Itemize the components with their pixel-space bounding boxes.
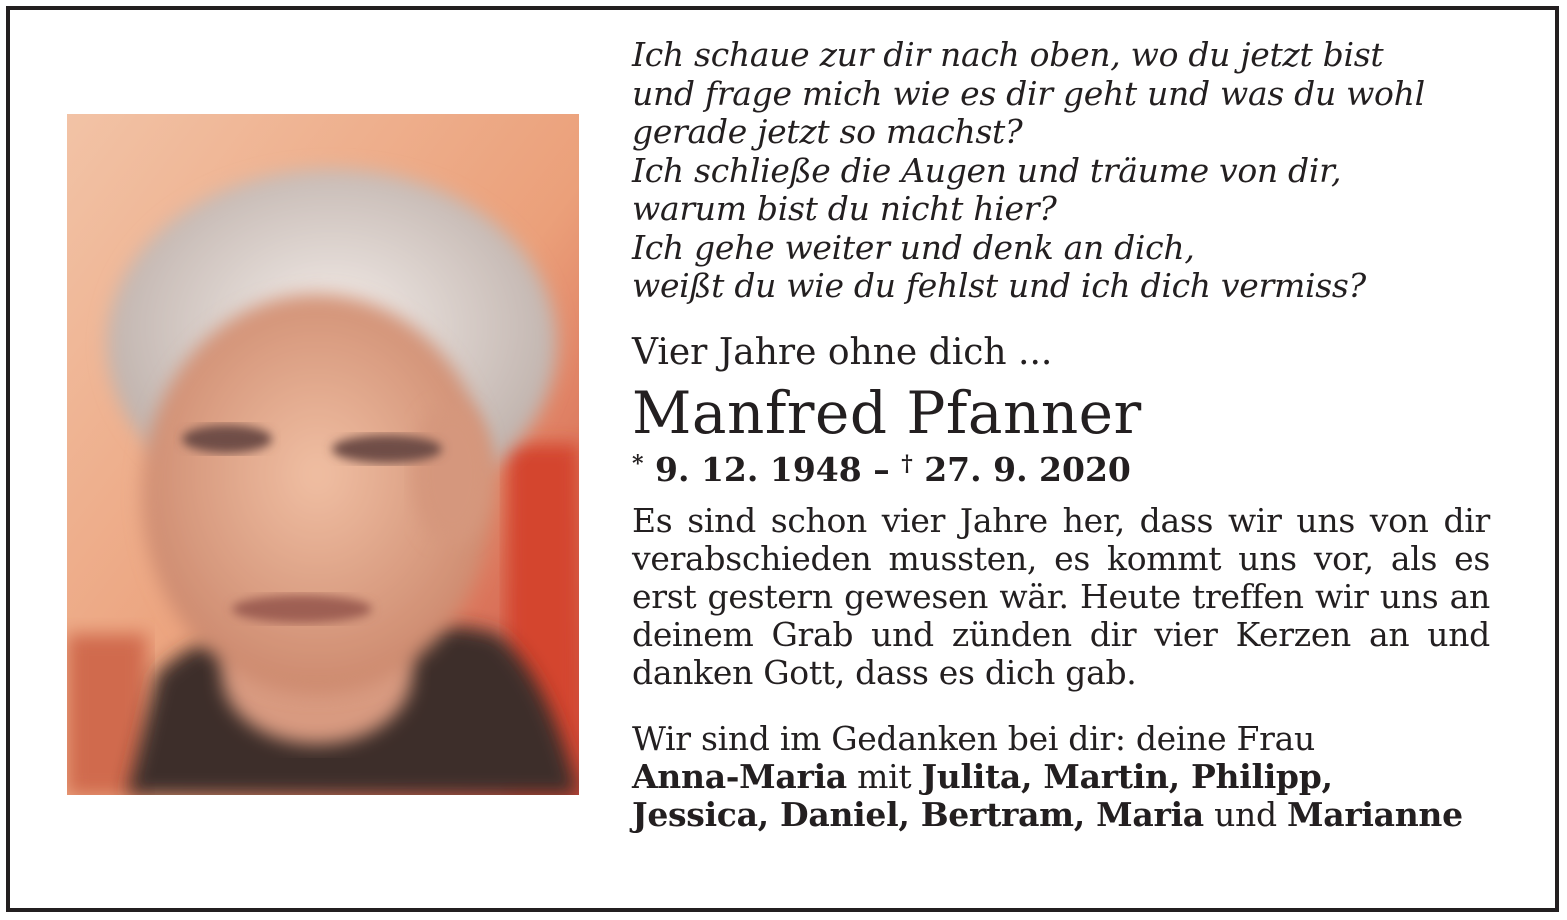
- connector-word: mit: [846, 756, 922, 796]
- signoff: [632, 720, 1512, 834]
- body-line: verabschieden mussten, es kommt uns vor, als es: [632, 538, 1490, 578]
- body-text: [632, 502, 1490, 692]
- connector-word: und: [1203, 794, 1288, 834]
- body-line: Es sind schon vier Jahre her, dass wir uns von dir: [632, 500, 1490, 540]
- portrait-image: [67, 114, 579, 795]
- date-separator: –: [861, 449, 902, 489]
- body-line: deinem Grab und zünden dir vier Kerzen an und: [632, 614, 1490, 654]
- body-line: danken Gott, dass es dich gab.: [632, 652, 1137, 692]
- birth-date: 9. 12. 1948: [655, 449, 862, 489]
- family-name: Marianne: [1287, 794, 1463, 834]
- obituary-text: [632, 36, 1512, 834]
- signoff-names-2: [632, 796, 1512, 834]
- family-name: Anna-Maria: [632, 756, 847, 796]
- life-dates: [632, 444, 1512, 490]
- poem-line: warum bist du nicht hier?: [632, 189, 1057, 228]
- body-line: erst gestern gewesen wär. Heute treffen wir uns an: [632, 576, 1490, 616]
- deceased-name: Manfred Pfanner: [632, 378, 1142, 447]
- family-names: Jessica, Daniel, Bertram, Maria: [632, 794, 1204, 834]
- poem-line: Ich schließe die Augen und träume von dir,: [632, 150, 1342, 190]
- poem-line: Ich schaue zur dir nach oben, wo du jetzt bist: [632, 35, 1384, 74]
- poem-line: Ich gehe weiter und denk an dich,: [632, 227, 1195, 267]
- birth-symbol: *: [632, 450, 644, 477]
- poem-line: und frage mich wie es dir geht und was du wohl: [632, 73, 1425, 113]
- poem-line: gerade jetzt so machst?: [632, 112, 1023, 151]
- signoff-intro: Wir sind im Gedanken bei dir: deine Frau: [632, 718, 1315, 758]
- poem-line: weißt du wie du fehlst und ich dich vermiss?: [632, 266, 1366, 305]
- poem: [632, 36, 1512, 306]
- family-names: Julita, Martin, Philipp,: [921, 756, 1333, 796]
- death-date: 27. 9. 2020: [924, 449, 1131, 489]
- signoff-names-1: [632, 758, 1512, 796]
- subtitle: Vier Jahre ohne dich ...: [632, 331, 1053, 373]
- portrait-photo: [67, 114, 579, 795]
- death-symbol: †: [901, 450, 913, 477]
